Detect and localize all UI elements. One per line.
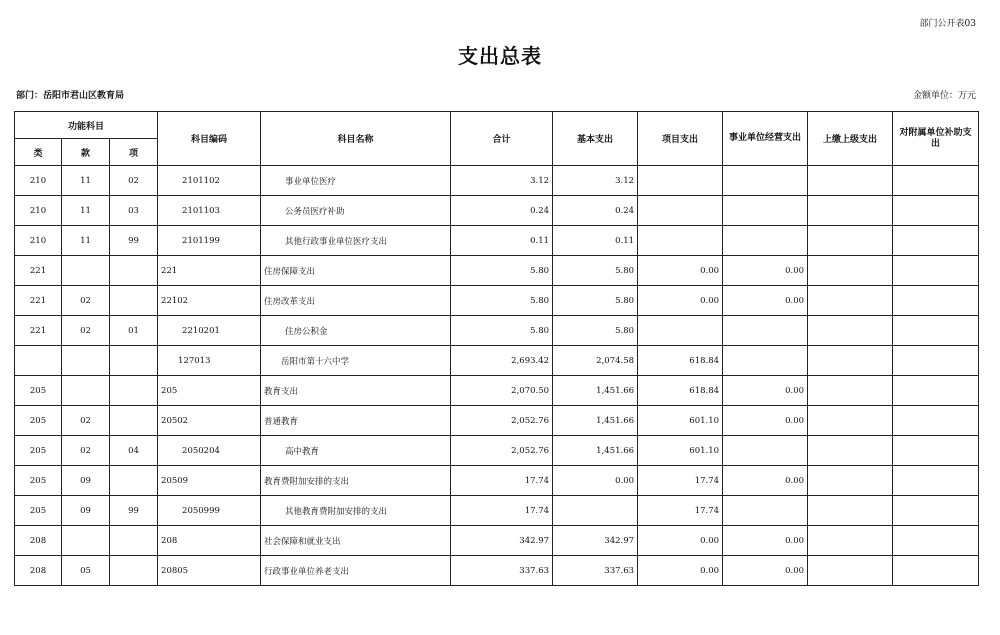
- department-label: 部门：岳阳市君山区教育局: [16, 91, 125, 101]
- cell-subject-code: 20509: [158, 466, 261, 496]
- cell-subject-name: 住房改革支出: [261, 286, 451, 316]
- cell-subject-name: 岳阳市第十六中学: [261, 346, 451, 376]
- cell-kuan: 02: [62, 406, 110, 436]
- form-number-label: 部门公开表03: [919, 19, 976, 29]
- cell-project: [638, 226, 723, 256]
- cell-subject-code: 20805: [158, 556, 261, 586]
- cell-total: 5.80: [451, 256, 553, 286]
- cell-basic: [553, 496, 638, 526]
- cell-basic: 3.12: [553, 166, 638, 196]
- header-upper-payment: 上缴上级支出: [808, 112, 893, 166]
- cell-kuan: 09: [62, 466, 110, 496]
- cell-upper: [808, 406, 893, 436]
- cell-kuan: [62, 346, 110, 376]
- cell-lei: 205: [15, 436, 62, 466]
- cell-subject-code: 2050999: [158, 496, 261, 526]
- cell-subject-code: 2101102: [158, 166, 261, 196]
- cell-kuan: [62, 256, 110, 286]
- cell-project: 618.84: [638, 376, 723, 406]
- header-xiang: 项: [110, 139, 158, 166]
- cell-lei: 208: [15, 556, 62, 586]
- amount-unit-label: 金额单位：万元: [912, 91, 976, 101]
- cell-lei: 210: [15, 196, 62, 226]
- cell-project: [638, 196, 723, 226]
- cell-business: 0.00: [723, 376, 808, 406]
- cell-lei: [15, 346, 62, 376]
- table-row: [15, 196, 979, 226]
- cell-business: [723, 496, 808, 526]
- table-row: [15, 466, 979, 496]
- table-row: [15, 406, 979, 436]
- cell-xiang: 04: [110, 436, 158, 466]
- cell-upper: [808, 526, 893, 556]
- cell-lei: 221: [15, 316, 62, 346]
- cell-xiang: 01: [110, 316, 158, 346]
- cell-upper: [808, 226, 893, 256]
- header-subject-name: 科目名称: [261, 112, 451, 166]
- cell-subsidy: [893, 496, 979, 526]
- cell-upper: [808, 166, 893, 196]
- cell-xiang: 03: [110, 196, 158, 226]
- cell-basic: 5.80: [553, 256, 638, 286]
- table-row: [15, 526, 979, 556]
- cell-business: 0.00: [723, 256, 808, 286]
- cell-xiang: 99: [110, 226, 158, 256]
- table-row: [15, 346, 979, 376]
- cell-upper: [808, 196, 893, 226]
- cell-kuan: [62, 526, 110, 556]
- cell-xiang: [110, 526, 158, 556]
- cell-kuan: 02: [62, 286, 110, 316]
- table-row: [15, 556, 979, 586]
- cell-xiang: 99: [110, 496, 158, 526]
- cell-lei: 205: [15, 466, 62, 496]
- cell-total: 2,693.42: [451, 346, 553, 376]
- header-business-operating-expenditure: 事业单位经营支出: [723, 112, 808, 166]
- table-row: [15, 286, 979, 316]
- cell-kuan: 11: [62, 166, 110, 196]
- cell-project: 618.84: [638, 346, 723, 376]
- cell-xiang: [110, 376, 158, 406]
- cell-project: [638, 166, 723, 196]
- header-project-expenditure: 项目支出: [638, 112, 723, 166]
- cell-subject-code: 2101199: [158, 226, 261, 256]
- cell-subject-code: 2050204: [158, 436, 261, 466]
- cell-subject-code: 2101103: [158, 196, 261, 226]
- cell-subsidy: [893, 376, 979, 406]
- cell-xiang: [110, 406, 158, 436]
- cell-subject-name: 高中教育: [261, 436, 451, 466]
- cell-subject-code: 22102: [158, 286, 261, 316]
- cell-business: 0.00: [723, 466, 808, 496]
- cell-basic: 1,451.66: [553, 406, 638, 436]
- cell-business: 0.00: [723, 406, 808, 436]
- cell-basic: 1,451.66: [553, 436, 638, 466]
- cell-total: 2,070.50: [451, 376, 553, 406]
- cell-basic: 1,451.66: [553, 376, 638, 406]
- cell-basic: 5.80: [553, 316, 638, 346]
- cell-upper: [808, 556, 893, 586]
- cell-upper: [808, 316, 893, 346]
- cell-business: [723, 166, 808, 196]
- table-row: [15, 166, 979, 196]
- table-row: [15, 376, 979, 406]
- header-basic-expenditure: 基本支出: [553, 112, 638, 166]
- cell-subject-name: 其他教育费附加安排的支出: [261, 496, 451, 526]
- cell-project: 0.00: [638, 256, 723, 286]
- cell-subsidy: [893, 436, 979, 466]
- cell-subsidy: [893, 256, 979, 286]
- cell-total: 5.80: [451, 286, 553, 316]
- cell-project: 0.00: [638, 556, 723, 586]
- cell-subject-name: 事业单位医疗: [261, 166, 451, 196]
- cell-xiang: [110, 556, 158, 586]
- cell-lei: 221: [15, 256, 62, 286]
- cell-subject-name: 教育支出: [261, 376, 451, 406]
- cell-basic: 342.97: [553, 526, 638, 556]
- table-row: [15, 496, 979, 526]
- cell-xiang: [110, 466, 158, 496]
- cell-subject-code: 127013: [158, 346, 261, 376]
- cell-subject-name: 住房保障支出: [261, 256, 451, 286]
- cell-subject-name: 公务员医疗补助: [261, 196, 451, 226]
- cell-subsidy: [893, 526, 979, 556]
- header-subject-code: 科目编码: [158, 112, 261, 166]
- cell-subject-name: 其他行政事业单位医疗支出: [261, 226, 451, 256]
- cell-business: 0.00: [723, 286, 808, 316]
- cell-subsidy: [893, 346, 979, 376]
- cell-kuan: 11: [62, 196, 110, 226]
- cell-project: 601.10: [638, 406, 723, 436]
- cell-subsidy: [893, 286, 979, 316]
- cell-kuan: [62, 376, 110, 406]
- cell-lei: 205: [15, 496, 62, 526]
- cell-total: 3.12: [451, 166, 553, 196]
- page-title: 支出总表: [458, 44, 542, 68]
- cell-project: [638, 316, 723, 346]
- header-kuan: 款: [62, 139, 110, 166]
- cell-kuan: 05: [62, 556, 110, 586]
- cell-kuan: 11: [62, 226, 110, 256]
- cell-subject-code: 221: [158, 256, 261, 286]
- cell-business: [723, 226, 808, 256]
- cell-lei: 210: [15, 226, 62, 256]
- cell-upper: [808, 496, 893, 526]
- cell-lei: 210: [15, 166, 62, 196]
- cell-business: 0.00: [723, 526, 808, 556]
- cell-basic: 0.24: [553, 196, 638, 226]
- cell-total: 342.97: [451, 526, 553, 556]
- cell-xiang: [110, 256, 158, 286]
- cell-upper: [808, 256, 893, 286]
- header-functional-subject: 功能科目: [15, 112, 158, 139]
- table-row: [15, 226, 979, 256]
- cell-kuan: 02: [62, 316, 110, 346]
- cell-project: 17.74: [638, 496, 723, 526]
- cell-xiang: [110, 286, 158, 316]
- cell-business: 0.00: [723, 556, 808, 586]
- header-subsidy-to-affiliates: 对附属单位补助支出: [893, 112, 979, 166]
- header-lei: 类: [15, 139, 62, 166]
- cell-total: 0.11: [451, 226, 553, 256]
- cell-business: [723, 196, 808, 226]
- cell-upper: [808, 346, 893, 376]
- expenditure-summary-table: [14, 111, 979, 586]
- table-body: [15, 166, 979, 586]
- cell-project: 601.10: [638, 436, 723, 466]
- cell-project: 17.74: [638, 466, 723, 496]
- cell-subject-code: 20502: [158, 406, 261, 436]
- cell-total: 2,052.76: [451, 406, 553, 436]
- cell-subsidy: [893, 556, 979, 586]
- cell-upper: [808, 286, 893, 316]
- cell-subsidy: [893, 166, 979, 196]
- cell-total: 17.74: [451, 496, 553, 526]
- cell-subject-name: 社会保障和就业支出: [261, 526, 451, 556]
- cell-subsidy: [893, 316, 979, 346]
- cell-basic: 2,074.58: [553, 346, 638, 376]
- cell-subject-name: 行政事业单位养老支出: [261, 556, 451, 586]
- cell-business: [723, 436, 808, 466]
- cell-xiang: 02: [110, 166, 158, 196]
- cell-basic: 5.80: [553, 286, 638, 316]
- cell-total: 17.74: [451, 466, 553, 496]
- cell-upper: [808, 376, 893, 406]
- cell-subject-name: 普通教育: [261, 406, 451, 436]
- table-row: [15, 316, 979, 346]
- cell-basic: 337.63: [553, 556, 638, 586]
- cell-total: 337.63: [451, 556, 553, 586]
- cell-subject-code: 2210201: [158, 316, 261, 346]
- cell-subsidy: [893, 196, 979, 226]
- cell-subsidy: [893, 466, 979, 496]
- cell-xiang: [110, 346, 158, 376]
- cell-upper: [808, 466, 893, 496]
- cell-total: 0.24: [451, 196, 553, 226]
- table-row: [15, 256, 979, 286]
- cell-business: [723, 346, 808, 376]
- cell-kuan: 09: [62, 496, 110, 526]
- cell-lei: 208: [15, 526, 62, 556]
- cell-basic: 0.00: [553, 466, 638, 496]
- cell-project: 0.00: [638, 526, 723, 556]
- cell-subject-name: 教育费附加安排的支出: [261, 466, 451, 496]
- cell-subject-code: 208: [158, 526, 261, 556]
- cell-subsidy: [893, 406, 979, 436]
- cell-kuan: 02: [62, 436, 110, 466]
- cell-project: 0.00: [638, 286, 723, 316]
- cell-basic: 0.11: [553, 226, 638, 256]
- cell-lei: 205: [15, 406, 62, 436]
- cell-upper: [808, 436, 893, 466]
- cell-business: [723, 316, 808, 346]
- cell-lei: 205: [15, 376, 62, 406]
- cell-subject-code: 205: [158, 376, 261, 406]
- cell-total: 2,052.76: [451, 436, 553, 466]
- cell-subject-name: 住房公积金: [261, 316, 451, 346]
- cell-subsidy: [893, 226, 979, 256]
- cell-total: 5.80: [451, 316, 553, 346]
- cell-lei: 221: [15, 286, 62, 316]
- table-row: [15, 436, 979, 466]
- header-total: 合计: [451, 112, 553, 166]
